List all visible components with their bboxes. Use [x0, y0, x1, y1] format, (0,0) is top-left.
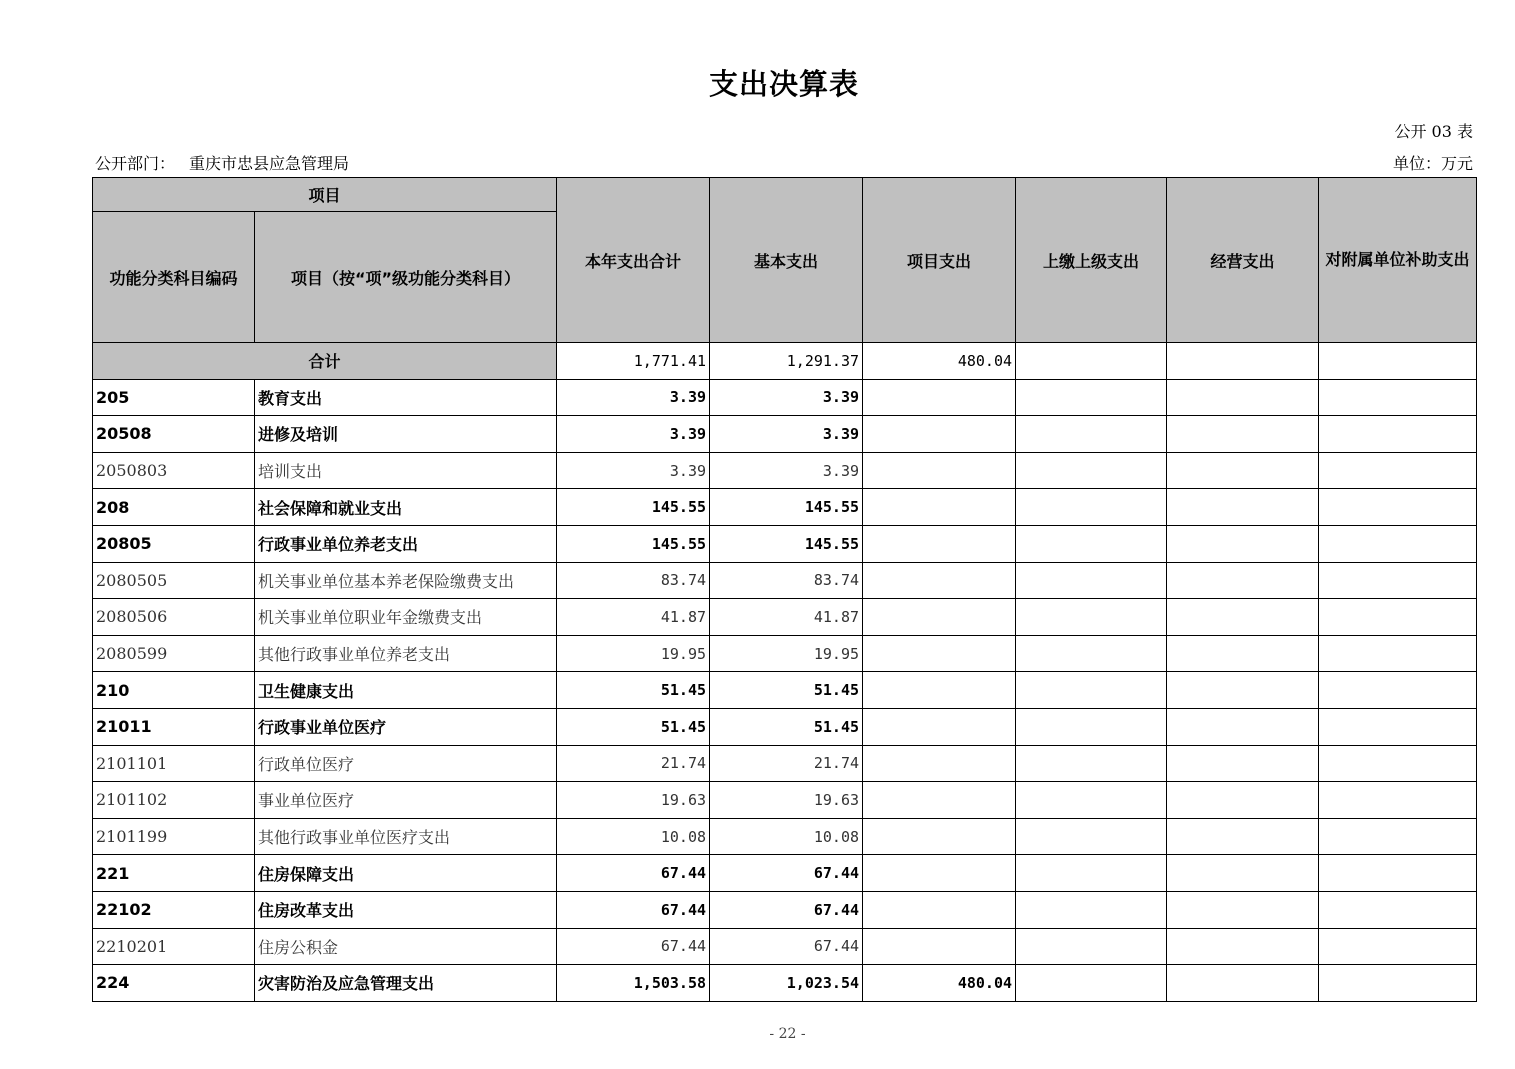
cell-project — [863, 379, 1016, 416]
table-number: 公开 03 表 — [1394, 122, 1473, 141]
cell-name: 住房改革支出 — [255, 891, 557, 928]
cell-name: 行政单位医疗 — [255, 745, 557, 782]
cell-name: 行政事业单位养老支出 — [255, 525, 557, 562]
cell-name: 其他行政事业单位养老支出 — [255, 635, 557, 672]
cell-code: 22102 — [93, 891, 255, 928]
cell-business — [1167, 745, 1319, 782]
header-code: 功能分类科目编码 — [93, 212, 255, 343]
cell-project — [863, 818, 1016, 855]
cell-name: 行政事业单位医疗 — [255, 708, 557, 745]
cell-business — [1167, 928, 1319, 965]
cell-subsidy — [1319, 928, 1477, 965]
cell-total: 3.39 — [557, 416, 710, 453]
cell-subsidy — [1319, 635, 1477, 672]
table-row — [93, 562, 1477, 599]
cell-total: 67.44 — [557, 891, 710, 928]
cell-project — [863, 891, 1016, 928]
cell-basic: 3.39 — [710, 416, 863, 453]
cell-basic: 19.63 — [710, 782, 863, 819]
cell-business — [1167, 965, 1319, 1002]
cell-upper — [1016, 562, 1167, 599]
cell-project — [863, 672, 1016, 709]
cell-subsidy — [1319, 782, 1477, 819]
total-cell-upper — [1016, 343, 1167, 380]
cell-upper — [1016, 525, 1167, 562]
total-cell-basic: 1,291.37 — [710, 343, 863, 380]
cell-business — [1167, 818, 1319, 855]
cell-upper — [1016, 452, 1167, 489]
cell-subsidy — [1319, 489, 1477, 526]
header-business: 经营支出 — [1167, 178, 1319, 343]
cell-business — [1167, 782, 1319, 819]
cell-business — [1167, 525, 1319, 562]
page-number: - 22 - — [769, 1026, 806, 1042]
cell-project — [863, 562, 1016, 599]
cell-business — [1167, 379, 1319, 416]
cell-basic: 145.55 — [710, 489, 863, 526]
header-row-1 — [93, 178, 1477, 212]
cell-total: 3.39 — [557, 379, 710, 416]
cell-code: 2210201 — [93, 928, 255, 965]
cell-name: 住房公积金 — [255, 928, 557, 965]
cell-basic: 51.45 — [710, 672, 863, 709]
department-line — [95, 151, 349, 174]
cell-name: 其他行政事业单位医疗支出 — [255, 818, 557, 855]
cell-business — [1167, 855, 1319, 892]
header-upper: 上缴上级支出 — [1016, 178, 1167, 343]
cell-upper — [1016, 416, 1167, 453]
cell-subsidy — [1319, 525, 1477, 562]
cell-total: 41.87 — [557, 599, 710, 636]
cell-code: 205 — [93, 379, 255, 416]
cell-name: 机关事业单位职业年金缴费支出 — [255, 599, 557, 636]
cell-subsidy — [1319, 855, 1477, 892]
cell-upper — [1016, 599, 1167, 636]
cell-code: 221 — [93, 855, 255, 892]
cell-upper — [1016, 708, 1167, 745]
cell-total: 145.55 — [557, 489, 710, 526]
cell-total: 51.45 — [557, 672, 710, 709]
cell-project — [863, 489, 1016, 526]
cell-upper — [1016, 379, 1167, 416]
cell-upper — [1016, 745, 1167, 782]
table-row — [93, 379, 1477, 416]
cell-project — [863, 525, 1016, 562]
total-label: 合计 — [93, 343, 557, 380]
table-row — [93, 928, 1477, 965]
cell-business — [1167, 562, 1319, 599]
cell-code: 21011 — [93, 708, 255, 745]
cell-subsidy — [1319, 818, 1477, 855]
cell-total: 67.44 — [557, 855, 710, 892]
cell-basic: 51.45 — [710, 708, 863, 745]
header-project: 项目支出 — [863, 178, 1016, 343]
cell-project — [863, 635, 1016, 672]
cell-total: 19.95 — [557, 635, 710, 672]
table-row — [93, 891, 1477, 928]
cell-subsidy — [1319, 379, 1477, 416]
total-cell-subsidy — [1319, 343, 1477, 380]
cell-business — [1167, 599, 1319, 636]
cell-subsidy — [1319, 965, 1477, 1002]
cell-subsidy — [1319, 891, 1477, 928]
cell-name: 教育支出 — [255, 379, 557, 416]
cell-code: 2080506 — [93, 599, 255, 636]
cell-total: 10.08 — [557, 818, 710, 855]
cell-upper — [1016, 672, 1167, 709]
total-cell-business — [1167, 343, 1319, 380]
cell-basic: 145.55 — [710, 525, 863, 562]
cell-code: 2101102 — [93, 782, 255, 819]
cell-upper — [1016, 965, 1167, 1002]
cell-project — [863, 708, 1016, 745]
cell-total: 21.74 — [557, 745, 710, 782]
table-row — [93, 745, 1477, 782]
cell-subsidy — [1319, 452, 1477, 489]
cell-basic: 1,023.54 — [710, 965, 863, 1002]
cell-basic: 83.74 — [710, 562, 863, 599]
cell-total: 51.45 — [557, 708, 710, 745]
cell-basic: 19.95 — [710, 635, 863, 672]
cell-code: 224 — [93, 965, 255, 1002]
cell-code: 2101199 — [93, 818, 255, 855]
cell-total: 19.63 — [557, 782, 710, 819]
cell-total: 67.44 — [557, 928, 710, 965]
cell-total: 83.74 — [557, 562, 710, 599]
page-title: 支出决算表 — [708, 67, 859, 101]
cell-code: 20508 — [93, 416, 255, 453]
cell-total: 145.55 — [557, 525, 710, 562]
cell-project — [863, 745, 1016, 782]
cell-upper — [1016, 855, 1167, 892]
cell-business — [1167, 635, 1319, 672]
cell-basic: 67.44 — [710, 928, 863, 965]
header-name: 项目（按“项”级功能分类科目） — [255, 212, 557, 343]
cell-business — [1167, 489, 1319, 526]
cell-project — [863, 416, 1016, 453]
cell-basic: 10.08 — [710, 818, 863, 855]
cell-basic: 3.39 — [710, 379, 863, 416]
table-row — [93, 416, 1477, 453]
table-row — [93, 672, 1477, 709]
cell-business — [1167, 452, 1319, 489]
cell-project — [863, 599, 1016, 636]
cell-project: 480.04 — [863, 965, 1016, 1002]
table-row — [93, 525, 1477, 562]
cell-business — [1167, 416, 1319, 453]
department-label: 公开部门： — [95, 154, 176, 173]
cell-upper — [1016, 489, 1167, 526]
header-basic: 基本支出 — [710, 178, 863, 343]
cell-project — [863, 855, 1016, 892]
cell-name: 住房保障支出 — [255, 855, 557, 892]
cell-business — [1167, 708, 1319, 745]
table-row — [93, 708, 1477, 745]
cell-basic: 67.44 — [710, 891, 863, 928]
cell-upper — [1016, 928, 1167, 965]
table-row — [93, 965, 1477, 1002]
cell-subsidy — [1319, 708, 1477, 745]
table-row — [93, 489, 1477, 526]
cell-project — [863, 452, 1016, 489]
cell-subsidy — [1319, 562, 1477, 599]
cell-upper — [1016, 818, 1167, 855]
cell-subsidy — [1319, 745, 1477, 782]
total-row — [93, 343, 1477, 380]
total-cell-project: 480.04 — [863, 343, 1016, 380]
cell-code: 2101101 — [93, 745, 255, 782]
cell-basic: 67.44 — [710, 855, 863, 892]
table-row — [93, 599, 1477, 636]
cell-subsidy — [1319, 416, 1477, 453]
cell-total: 1,503.58 — [557, 965, 710, 1002]
table-row — [93, 782, 1477, 819]
cell-name: 社会保障和就业支出 — [255, 489, 557, 526]
cell-code: 210 — [93, 672, 255, 709]
cell-business — [1167, 672, 1319, 709]
cell-code: 2080505 — [93, 562, 255, 599]
header-total: 本年支出合计 — [557, 178, 710, 343]
cell-code: 208 — [93, 489, 255, 526]
cell-name: 卫生健康支出 — [255, 672, 557, 709]
cell-basic: 21.74 — [710, 745, 863, 782]
cell-project — [863, 928, 1016, 965]
cell-upper — [1016, 891, 1167, 928]
unit-label: 单位：万元 — [1392, 154, 1473, 173]
table-row — [93, 855, 1477, 892]
header-subsidy: 对附属单位补助支出 — [1319, 178, 1477, 343]
cell-total: 3.39 — [557, 452, 710, 489]
cell-name: 灾害防治及应急管理支出 — [255, 965, 557, 1002]
cell-upper — [1016, 635, 1167, 672]
cell-project — [863, 782, 1016, 819]
header-item-group: 项目 — [93, 178, 557, 212]
cell-code: 2080599 — [93, 635, 255, 672]
table-row — [93, 818, 1477, 855]
cell-name: 培训支出 — [255, 452, 557, 489]
cell-name: 进修及培训 — [255, 416, 557, 453]
cell-code: 2050803 — [93, 452, 255, 489]
cell-subsidy — [1319, 599, 1477, 636]
cell-basic: 41.87 — [710, 599, 863, 636]
total-cell-total: 1,771.41 — [557, 343, 710, 380]
table-row — [93, 452, 1477, 489]
cell-name: 事业单位医疗 — [255, 782, 557, 819]
cell-basic: 3.39 — [710, 452, 863, 489]
cell-name: 机关事业单位基本养老保险缴费支出 — [255, 562, 557, 599]
cell-subsidy — [1319, 672, 1477, 709]
department-name: 重庆市忠县应急管理局 — [189, 154, 350, 173]
cell-code: 20805 — [93, 525, 255, 562]
cell-business — [1167, 891, 1319, 928]
expenditure-table — [92, 177, 1477, 1002]
table-row — [93, 635, 1477, 672]
cell-upper — [1016, 782, 1167, 819]
